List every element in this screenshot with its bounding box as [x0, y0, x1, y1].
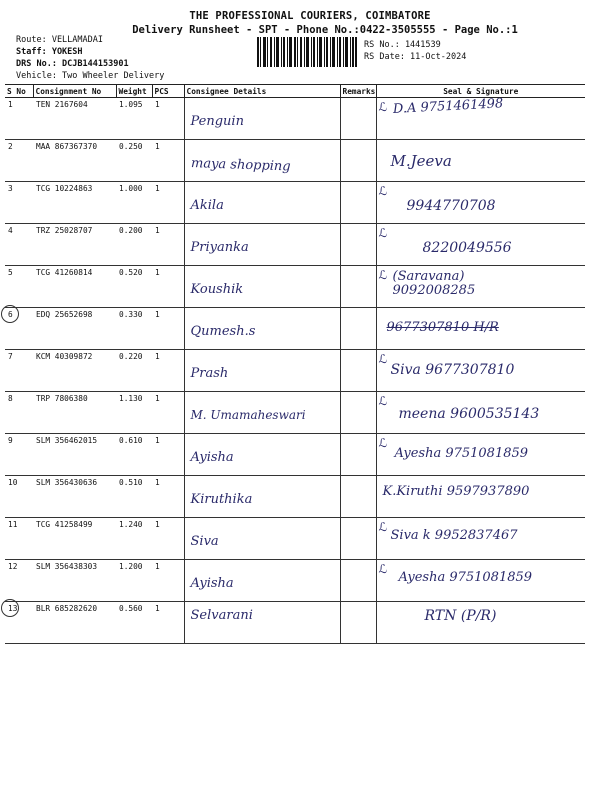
table-row	[5, 308, 585, 350]
cell-pcs: 1	[152, 182, 184, 224]
cell-pcs: 1	[152, 224, 184, 266]
cell-remarks	[340, 476, 376, 518]
received-mark-icon: ℒ	[378, 352, 388, 366]
cell-pcs: 1	[152, 602, 184, 644]
cell-weight: 1.000	[116, 182, 152, 224]
signature-handwritten: Ayesha 9751081859	[394, 446, 529, 461]
consignee-handwritten: Siva	[190, 534, 219, 549]
cell-weight: 0.330	[116, 308, 152, 350]
table-row	[5, 182, 585, 224]
cell-remarks	[340, 560, 376, 602]
cell-remarks	[340, 602, 376, 644]
consignee-handwritten: M. Umamaheswari	[190, 408, 306, 422]
cell-remarks	[340, 182, 376, 224]
cell-sno: 4	[5, 224, 33, 266]
cell-weight: 0.610	[116, 434, 152, 476]
cell-weight: 0.200	[116, 224, 152, 266]
rs-number: RS No.: 1441539	[364, 40, 441, 50]
cell-sno: 10	[5, 476, 33, 518]
col-header-sno: S No	[5, 85, 33, 98]
consignee-handwritten: Selvarani	[190, 608, 253, 623]
col-header-remarks: Remarks	[340, 85, 376, 98]
table-row	[5, 266, 585, 308]
cell-pcs: 1	[152, 308, 184, 350]
delivery-table	[5, 84, 585, 644]
received-mark-icon: ℒ	[378, 226, 388, 240]
cell-sno: 12	[5, 560, 33, 602]
table-row	[5, 518, 585, 560]
consignee-handwritten: Ayisha	[190, 576, 234, 591]
cell-consignment: BLR 685282620	[33, 602, 116, 644]
cell-remarks	[340, 224, 376, 266]
cell-consignment: SLM 356462015	[33, 434, 116, 476]
cell-consignment: SLM 356438303	[33, 560, 116, 602]
barcode-image	[257, 37, 357, 67]
cell-remarks	[340, 518, 376, 560]
document-title: THE PROFESSIONAL COURIERS, COIMBATORE	[189, 10, 431, 22]
signature-handwritten: D.A 9751461498	[392, 96, 504, 117]
cell-remarks	[340, 98, 376, 140]
received-mark-icon: ℒ	[378, 394, 388, 408]
received-mark-icon: ℒ	[378, 520, 388, 534]
table-row	[5, 224, 585, 266]
signature-handwritten: 8220049556	[422, 240, 512, 256]
signature-handwritten: 9677307810 H/R	[386, 320, 499, 335]
cell-weight: 0.520	[116, 266, 152, 308]
cell-sno: 2	[5, 140, 33, 182]
cell-consignment: KCM 40309872	[33, 350, 116, 392]
cell-remarks	[340, 350, 376, 392]
received-mark-icon: ℒ	[378, 268, 388, 282]
drs-number: DRS No.: DCJB144153901	[16, 59, 129, 69]
cell-consignment: SLM 356430636	[33, 476, 116, 518]
cell-pcs: 1	[152, 518, 184, 560]
consignee-handwritten: Prash	[190, 366, 229, 381]
cell-remarks	[340, 434, 376, 476]
col-header-consignment: Consignment No	[33, 85, 116, 98]
consignee-handwritten: Akila	[190, 198, 224, 213]
table-row	[5, 602, 585, 644]
vehicle-label: Vehicle: Two Wheeler Delivery	[16, 71, 165, 81]
cell-sno: 3	[5, 182, 33, 224]
circled-number-mark	[1, 305, 19, 323]
consignee-handwritten: Penguin	[190, 114, 244, 129]
cell-consignment: EDQ 25652698	[33, 308, 116, 350]
cell-pcs: 1	[152, 392, 184, 434]
consignee-handwritten: Koushik	[190, 282, 244, 297]
received-mark-icon: ℒ	[378, 562, 388, 576]
circled-number-mark	[1, 599, 19, 617]
cell-sno: 13	[8, 604, 18, 613]
cell-weight: 0.560	[116, 602, 152, 644]
cell-sno: 1	[5, 98, 33, 140]
table-row	[5, 434, 585, 476]
cell-pcs: 1	[152, 350, 184, 392]
cell-sno: 9	[5, 434, 33, 476]
cell-sno: 5	[5, 266, 33, 308]
cell-consignment: TEN 2167604	[33, 98, 116, 140]
signature-handwritten: Siva k 9952837467	[390, 528, 518, 543]
cell-sno: 6	[8, 310, 13, 319]
col-header-consignee: Consignee Details	[184, 85, 340, 98]
cell-pcs: 1	[152, 266, 184, 308]
received-mark-icon: ℒ	[378, 100, 388, 114]
cell-remarks	[340, 140, 376, 182]
cell-consignment: TRP 7806380	[33, 392, 116, 434]
cell-weight: 0.510	[116, 476, 152, 518]
signature-handwritten: 9944770708	[406, 198, 496, 214]
route-label: Route: VELLAMADAI	[16, 35, 103, 45]
cell-consignment: MAA 867367370	[33, 140, 116, 182]
cell-remarks	[340, 266, 376, 308]
cell-weight: 1.240	[116, 518, 152, 560]
cell-sno: 8	[5, 392, 33, 434]
document-subtitle: Delivery Runsheet - SPT - Phone No.:0422-3505555 - Page No.:1	[132, 24, 518, 36]
signature-handwritten: Ayesha 9751081859	[398, 570, 533, 585]
cell-consignment: TCG 10224863	[33, 182, 116, 224]
table-row	[5, 560, 585, 602]
table-row	[5, 98, 585, 140]
rs-date: RS Date: 11-Oct-2024	[364, 52, 467, 62]
cell-pcs: 1	[152, 476, 184, 518]
cell-weight: 1.200	[116, 560, 152, 602]
cell-consignment: TCG 41258499	[33, 518, 116, 560]
col-header-signature: Seal & Signature	[376, 85, 585, 98]
staff-label: Staff: YOKESH	[16, 47, 83, 57]
cell-sno: 11	[5, 518, 33, 560]
signature-handwritten: meena 9600535143	[398, 406, 540, 422]
consignee-handwritten: Qumesh.s	[190, 324, 256, 339]
cell-pcs: 1	[152, 98, 184, 140]
signature-handwritten: M.Jeeva	[390, 152, 452, 170]
signature-handwritten: K.Kiruthi 9597937890	[382, 484, 530, 499]
col-header-pcs: PCS	[152, 85, 184, 98]
consignee-handwritten: Priyanka	[190, 240, 249, 255]
table-row	[5, 350, 585, 392]
received-mark-icon: ℒ	[378, 436, 388, 450]
signature-handwritten: RTN (P/R)	[424, 608, 497, 624]
cell-remarks	[340, 392, 376, 434]
cell-weight: 0.220	[116, 350, 152, 392]
cell-pcs: 1	[152, 140, 184, 182]
col-header-weight: Weight	[116, 85, 152, 98]
cell-weight: 0.250	[116, 140, 152, 182]
cell-consignment: TCG 41260814	[33, 266, 116, 308]
consignee-handwritten: Ayisha	[190, 450, 234, 465]
cell-weight: 1.095	[116, 98, 152, 140]
cell-sno: 7	[5, 350, 33, 392]
cell-consignment: TRZ 25028707	[33, 224, 116, 266]
table-row	[5, 476, 585, 518]
cell-weight: 1.130	[116, 392, 152, 434]
consignee-handwritten: maya shopping	[190, 156, 291, 175]
cell-remarks	[340, 308, 376, 350]
signature-handwritten: Siva 9677307810	[390, 362, 515, 378]
signature-handwritten: (Saravana) 9092008285	[392, 269, 476, 298]
received-mark-icon: ℒ	[378, 184, 388, 198]
table-row	[5, 140, 585, 182]
cell-pcs: 1	[152, 434, 184, 476]
consignee-handwritten: Kiruthika	[190, 492, 253, 507]
table-row	[5, 392, 585, 434]
cell-pcs: 1	[152, 560, 184, 602]
